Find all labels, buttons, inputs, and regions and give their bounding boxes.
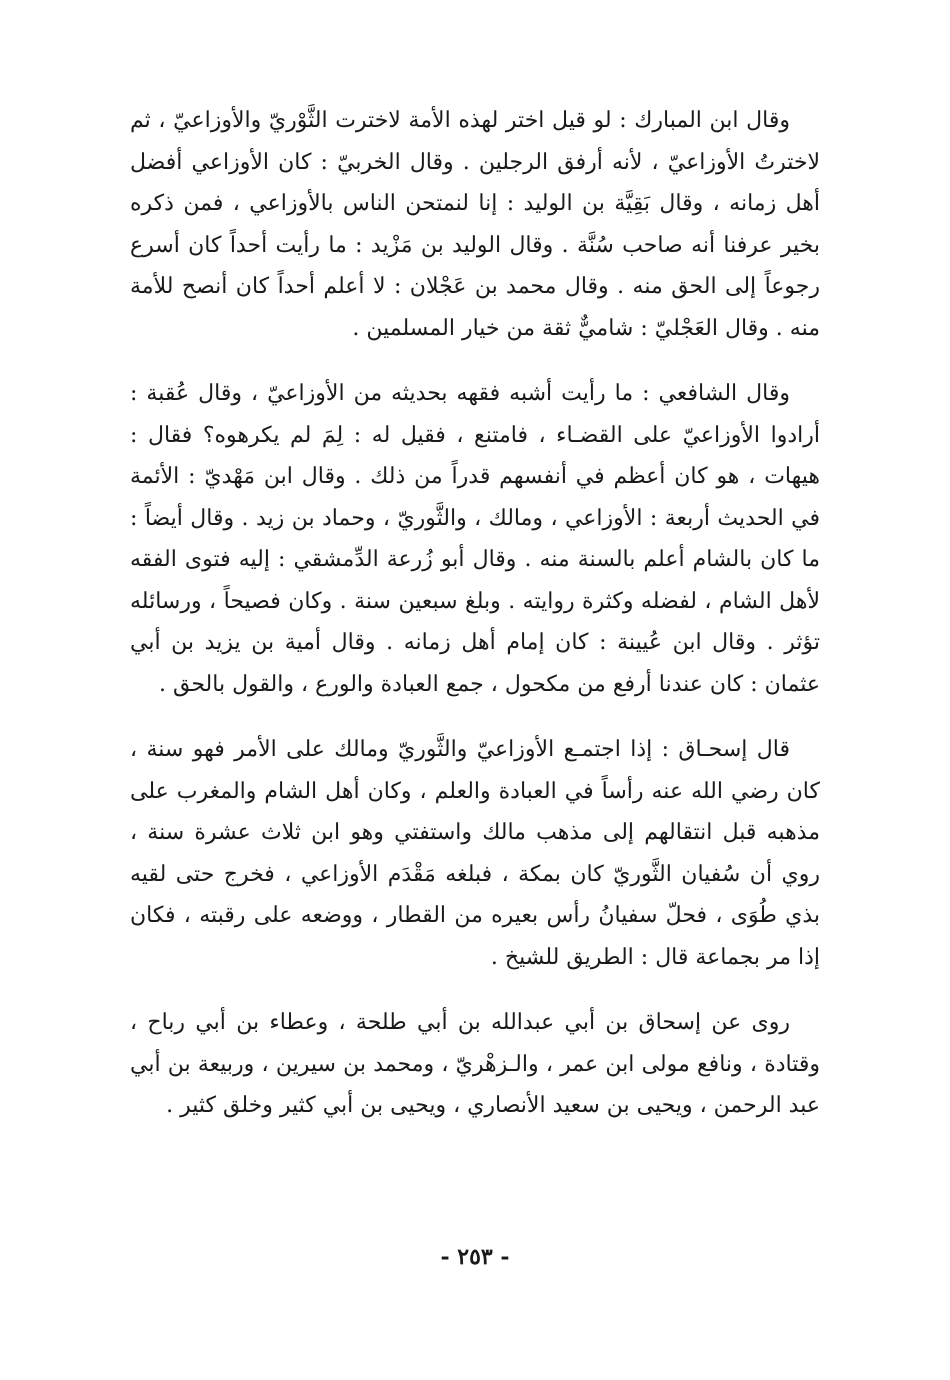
paragraph-al-shafii: وقال الشافعي : ما رأيت أشبه فقهه بحديثه من الأوزاعيّ ، وقال عُقبة : أرادوا الأوزاعيّ على القضـاء ، فامتنع ، فقيل له : لِمَ لم يكرهوه؟ فقال : هيهات ، هو كان أعظم في أنفسهم قدراً من ذلك . وقال ابن مَهْديّ : الأئمة في الحديث أربعة : الأوزاعي ، ومالك ، والثَّوريّ ، وحماد بن زيد . وقال أيضاً : ما كان بالشام أعلم بالسنة منه . وقال أبو زُرعة الدِّمشقي : إليه فتوى الفقه لأهل الشام ، لفضله وكثرة روايته . وبلغ سبعين سنة . وكان فصيحاً ، ورسائله تؤثر . وقال ابن عُيينة : كان إمام أهل زمانه . وقال أمية بن يزيد بن أبي عثمان : كان عندنا أرفع من مكحول ، جمع العبادة والورع ، والقول بالحق . <box>130 381 820 697</box>
paragraph-ishaq: قال إسحـاق : إذا اجتمـع الأوزاعيّ والثَّوريّ ومالك على الأمر فهو سنة ، كان رضي الله عنه رأساً في العبادة والعلم ، وكان أهل الشام والمغرب على مذهبه قبل انتقالهم إلى مذهب مالك واستفتي وهو ابن ثلاث عشرة سنة ، روي أن سُفيان الثَّوريّ كان بمكة ، فبلغه مَقْدَم الأوزاعي ، فخرج حتى لقيه بذي طُوَى ، فحلّ سفيانُ رأس بعيره من القطار ، ووضعه على رقبته ، فكان إذا مر بجماعة قال : الطريق للشيخ . <box>130 737 820 970</box>
paragraph-narrators: روى عن إسحاق بن أبي عبدالله بن أبي طلحة ، وعطاء بن أبي رباح ، وقتادة ، ونافع مولى ابن عمر ، والـزهْريّ ، ومحمد بن سيرين ، وربيعة بن أبي عبد الرحمن ، ويحيى بن سعيد الأنصاري ، ويحيى بن أبي كثير وخلق كثير . <box>130 1010 820 1118</box>
paragraph-ibn-al-mubarak: وقال ابن المبارك : لو قيل اختر لهذه الأمة لاخترت الثَّوْريّ والأوزاعيّ ، ثم لاخترتُ الأوزاعيّ ، لأنه أرفق الرجلين . وقال الخربيّ : كان الأوزاعي أفضل أهل زمانه ، وقال بَقِيَّة بن الوليد : إنا لنمتحن الناس بالأوزاعي ، فمن ذكره بخير عرفنا أنه صاحب سُنَّة . وقال الوليد بن مَزْيد : ما رأيت أحداً كان أسرع رجوعاً إلى الحق منه . وقال محمد بن عَجْلان : لا أعلم أحداً كان أنصح للأمة منه . وقال العَجْليّ : شاميٌّ ثقة من خيار المسلمين . <box>130 108 820 341</box>
page-body <box>130 100 820 1127</box>
page-number: - ٢٥٣ - <box>440 1244 510 1270</box>
